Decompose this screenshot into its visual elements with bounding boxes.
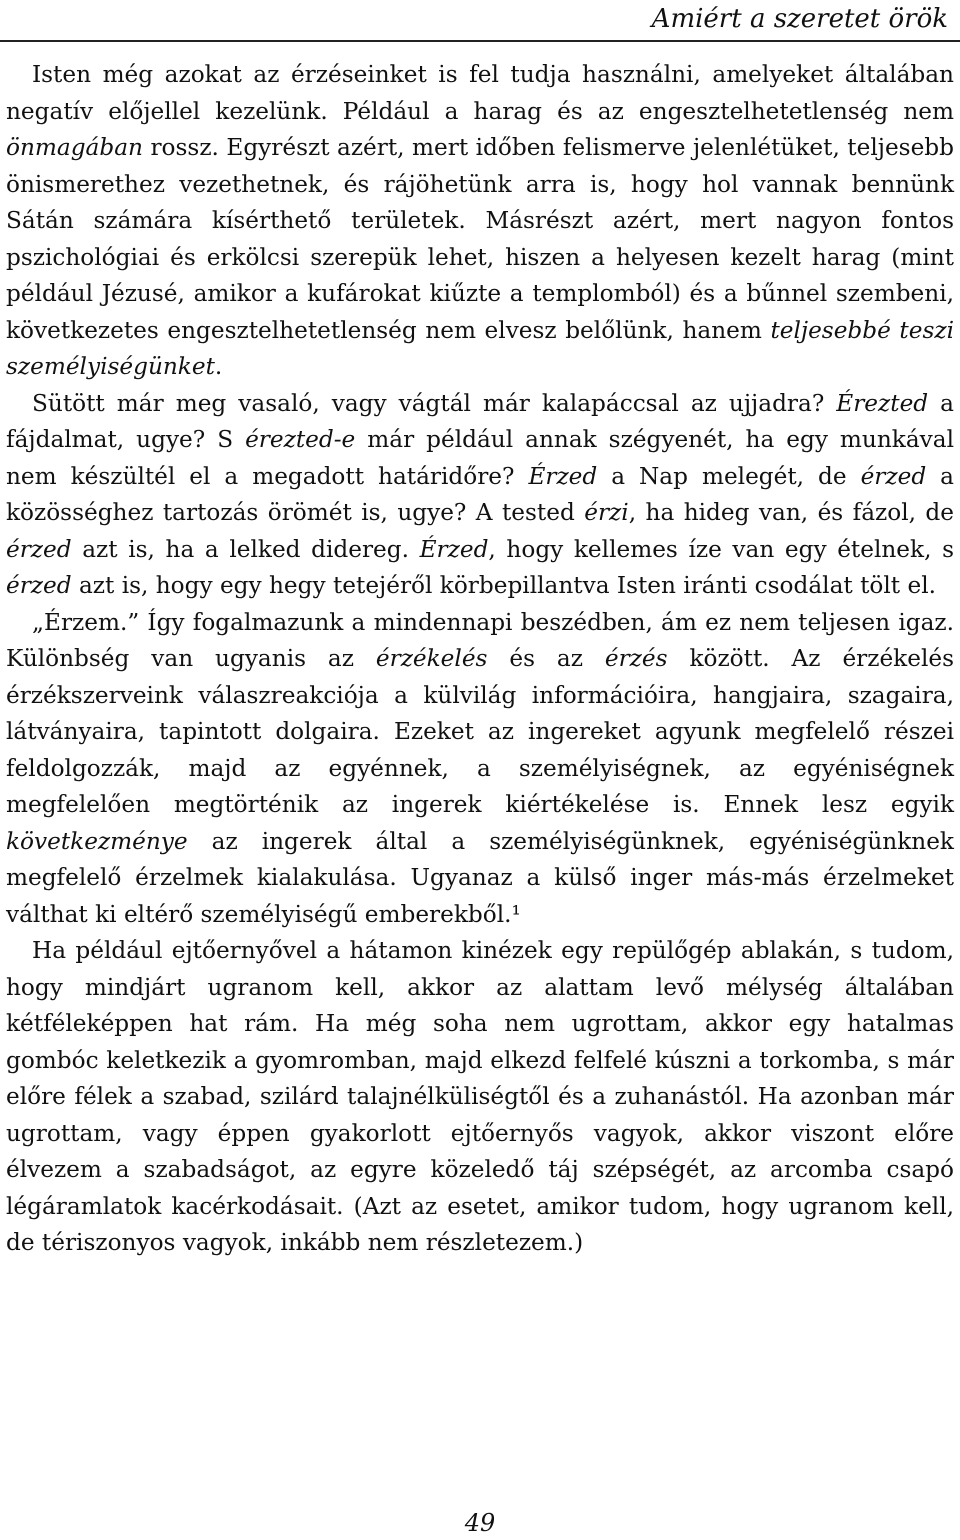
body-text [6, 57, 954, 1262]
emphasis-text: érzés [604, 645, 668, 672]
paragraph [6, 386, 954, 605]
header-rule [0, 40, 960, 42]
emphasis-text: következménye [6, 827, 188, 855]
text-run: , ha hideg van, és fázol, de [628, 499, 954, 526]
emphasis-text: érzed [6, 535, 72, 563]
text-run: . [214, 353, 223, 380]
emphasis-text: teljesebbé teszi személyiségünket [6, 316, 954, 380]
text-run: a közösséghez tartozás örömét is, ugye? A tested [6, 462, 954, 526]
paragraph [6, 57, 954, 386]
emphasis-text: érzed [6, 572, 72, 599]
text-run: között. Az érzékelés érzékszerveink válaszreakciója a külvilág információira, hangjaira, szagaira, látványaira, tapintott dolgaira. Ezeket az ingereket agyunk megfelelő részei feldolgozzák, majd az egyénnek, a személyiségnek, az egyéniségnek megfelelően megtörténik az ingerek kiértékelése is. Ennek lesz egyik [6, 645, 954, 818]
text-run: azt is, hogy egy hegy tetejéről körbepillantva Isten iránti csodálat tölt el. [71, 572, 937, 599]
text-run: a fájdalmat, ugye? S [6, 389, 955, 453]
text-run: Ha például ejtőernyővel a hátamon kinézek egy repülőgép ablakán, s tudom, hogy mindjárt ugranom kell, akkor az alattam levő mélység általában kétféleképpen hat rám. Ha még soha nem ugrottam, akkor egy hatalmas gombóc keletkezik a gyomromban, majd elkezd felfelé kúszni a torkomba, s már előre félek a szabad, szilárd talajnélküliségtől és a zuhanástól. Ha azonban már ugrottam, vagy éppen gyakorlott ejtőernyős vagyok, akkor viszont előre élvezem a szabadságot, az egyre közeledő táj szépségét, az arcomba csapó légáramlatok kacérkodásait. (Azt az esetet, amikor tudom, hogy ugranom kell, de tériszonyos vagyok, inkább nem részletezem.) [6, 937, 954, 1256]
text-run: már például annak szégyenét, ha egy munkával nem készültél el a megadott határidőre? [6, 426, 954, 490]
text-run: „Érzem.” Így fogalmazunk a mindennapi beszédben, ám ez nem teljesen igaz. Különbség van ugyanis az [6, 608, 954, 672]
page-number: 49 [464, 1509, 496, 1537]
running-header-title: Amiért a szeretet örök [651, 4, 948, 34]
emphasis-text: Érezted [836, 389, 929, 417]
text-run: a Nap melegét, de [597, 462, 861, 490]
text-run: Isten még azokat az érzéseinket is fel tudja használni, amelyeket általában negatív előjellel kezelünk. Például a harag és az engesztelhetetlenség nem [6, 61, 954, 125]
emphasis-text: önmagában [6, 134, 143, 161]
text-run: Sütött már meg vasaló, vagy vágtál már kalapáccsal az ujjadra? [32, 389, 837, 417]
paragraph [6, 605, 954, 934]
text-run: rossz. Egyrészt azért, mert időben felismerve jelenlétüket, teljesebb önismerethez vezethetnek, és rájöhetünk arra is, hogy hol vannak bennünk Sátán számára kísérthető területek. Másrészt azért, mert nagyon fontos pszichológiai és erkölcsi szerepük lehet, hiszen a helyesen kezelt harag (mint például Jézusé, amikor a kufárokat kiűzte a templomból) és a bűnnel szembeni, következetes engesztelhetetlenség nem elvesz belőlünk, hanem [6, 134, 954, 344]
text-run: , hogy kellemes íze van egy ételnek, s [488, 535, 954, 563]
emphasis-text: Érzed [419, 535, 489, 563]
emphasis-text: érzed [860, 462, 927, 490]
paragraph [6, 933, 954, 1262]
emphasis-text: érezted-e [245, 426, 356, 453]
emphasis-text: érzékelés [375, 645, 488, 672]
text-run: az ingerek által a személyiségünknek, egyéniségünknek megfelelő érzelmek kialakulása. Ugyanaz a külső inger más-más érzelmeket válthat ki eltérő személyiségű emberekből.¹ [6, 827, 954, 928]
emphasis-text: érzi [584, 499, 629, 526]
text-run: azt is, ha a lelked didereg. [71, 535, 420, 563]
text-run: és az [487, 645, 605, 672]
emphasis-text: Érzed [528, 462, 598, 490]
